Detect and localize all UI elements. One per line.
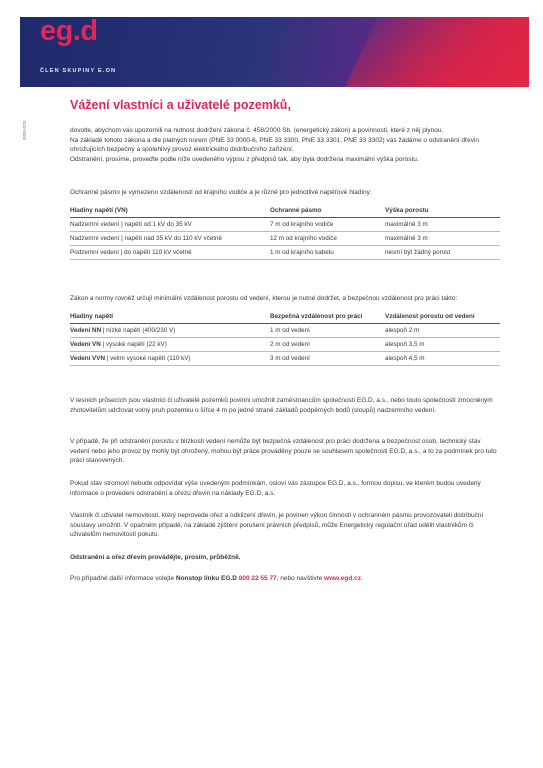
table-cell: nesmí být žádný porost — [385, 245, 500, 259]
contact-prefix: Pro případné další informace volejte — [70, 575, 176, 582]
page-title: Vážení vlastníci a uživatelé pozemků, — [70, 98, 291, 112]
contact-end: . — [360, 575, 363, 582]
table-row — [70, 323, 500, 337]
table-header: Výška porostu — [385, 204, 500, 217]
table2-intro: Zákon a normy rovněž určují minimální vzdálenost porostu od vedení, kterou je nutné dodržet, a bezpečnou vzdálenost pro práci takto: — [70, 295, 458, 302]
table-cell: Nadzemní vedení | napětí nad 35 kV do 110 kV včetně — [70, 231, 270, 245]
table1-intro: Ochranné pásmo je vymezeno vzdáleností od krajního vodiče a je různé pro jednotlivé napěťové hladiny: — [70, 189, 372, 196]
table-cell: 1 m od vedení — [270, 323, 385, 337]
paragraph-penalty: Vlastník či uživatel nemovitosti, který neprovede ořez a odklizení dřevin, je povinen výkon činnosti v ochranném pásmu provozovateli distribuční soustavy umožnit. V opačném případě, na základě zjištění porušení právních předpisů, může Energetický regulační úřad udělit vlastníkům či uživatelům nemovitostí pokutu. — [70, 512, 484, 538]
table-cell — [70, 351, 270, 365]
table-header: Bezpečná vzdálenost pro práci — [270, 310, 385, 323]
table-cell: alespoň 4,5 m — [385, 351, 500, 365]
table-cell: alespoň 3,5 m — [385, 337, 500, 351]
safe-distance-table — [70, 310, 500, 366]
table-cell: maximálně 3 m — [385, 217, 500, 231]
table-cell: maximálně 3 m — [385, 231, 500, 245]
paragraph-forest-clearings: V lesních průsecích jsou vlastníci či uživatelé pozemků povinni umožnit zaměstnancům společnosti EG.D, a.s., nebo touto společností zmocněným zhotovitelům udržovat volný pruh pozemku o šířce 4 m po jedné straně základů podpěrných bodů (sloupů) nadzemního vedení. — [70, 397, 493, 414]
table-header: Vzdálenost porostu od vedení — [385, 310, 500, 323]
table-cell: alespoň 2 m — [385, 323, 500, 337]
table-header: Hladiny napětí (VN) — [70, 204, 270, 217]
intro-line-2: Na základě tohoto zákona a dle platných norem (PNE 33 0000-6, PNE 33 3300, PNE 33 3301, PNE 33 3302) vás žádáme o odstranění dřevin ohrožujících bezpečný a spolehlivý provoz elektrického distribučního zařízení. — [70, 136, 480, 153]
intro-line-3: Odstranění, prosíme, proveďte podle níže uvedeného výpisu z předpisů tak, aby byla dodržena maximální výška porostu. — [70, 155, 419, 163]
voltage-desc: | nízké napětí (400/230 V) — [101, 326, 176, 334]
paragraph-letter-notice: Pokud stav stromoví nebude odpovídat výše uvedeným podmínkám, osloví vás zástupce EG.D, a.s., formou dopisu, ve kterém budou uvedeny informace o provedení odstranění a ořezu dřevin na náklady EG.D, a.s. — [70, 480, 481, 497]
voltage-desc: | vysoké napětí (22 kV) — [100, 340, 167, 348]
protection-zone-table — [70, 204, 500, 260]
table-cell: Nadzemní vedení | napětí od 1 kV do 35 kV — [70, 217, 270, 231]
voltage-level: Vedení NN — [70, 326, 102, 334]
table-cell — [70, 323, 270, 337]
table-header: Hladiny napětí — [70, 310, 270, 323]
table-cell: 12 m od krajního vodiče — [270, 231, 385, 245]
logo-subtitle: ČLEN SKUPINY E.ON — [40, 68, 117, 74]
table-row — [70, 245, 500, 259]
table-cell: Podzemní vedení | do napětí 110 kV včetně — [70, 245, 270, 259]
voltage-level: Vedení VN — [70, 340, 101, 348]
voltage-desc: | velmi vysoké napětí (110 kV) — [105, 354, 191, 362]
contact-mid: , nebo navštivte — [276, 575, 325, 582]
document-code: 0335-078 — [22, 120, 27, 140]
paragraph-contact — [70, 574, 500, 584]
table-cell: 2 m od vedení — [270, 337, 385, 351]
paragraph-reminder: Odstranění a ořez dřevin provádějte, prosím, průběžně. — [70, 554, 241, 561]
table-cell: 3 m od vedení — [270, 351, 385, 365]
website-link[interactable]: www.egd.cz — [324, 575, 361, 582]
intro-paragraph — [70, 126, 500, 164]
table-row — [70, 231, 500, 245]
table-header: Ochranné pásmo — [270, 204, 385, 217]
table-row — [70, 337, 500, 351]
voltage-level: Vedení VVN — [70, 354, 105, 362]
intro-line-1: dovolte, abychom vás upozornili na nutnost dodržení zákona č. 458/2000 Sb. (energetický zákon) a povinnosti, které z něj plynou. — [70, 127, 444, 134]
table-header-row — [70, 204, 500, 217]
paragraph-safety: V případě, že při odstranění porostu v blízkosti vedení nemůže být bezpečná vzdálenost pro práci dodržena a bezpečnost osob, technický stav vedení nebo jeho provoz by mohly být ohroženy, mohou být práce prováděny pouze se souhlasem společnosti EG.D, a.s., a to za podmínek pro tuto práci stanovených. — [70, 438, 497, 464]
hotline-label: Nonstop linku EG.D — [175, 575, 239, 582]
table-cell — [70, 337, 270, 351]
table-header-row — [70, 310, 500, 323]
hotline-number[interactable]: 800 22 55 77 — [238, 575, 277, 582]
table-row — [70, 217, 500, 231]
egd-logo: eg.d — [40, 15, 98, 47]
table-cell: 1 m od krajního kabelu — [270, 245, 385, 259]
table-cell: 7 m od krajního vodiče — [270, 217, 385, 231]
table-row — [70, 351, 500, 365]
